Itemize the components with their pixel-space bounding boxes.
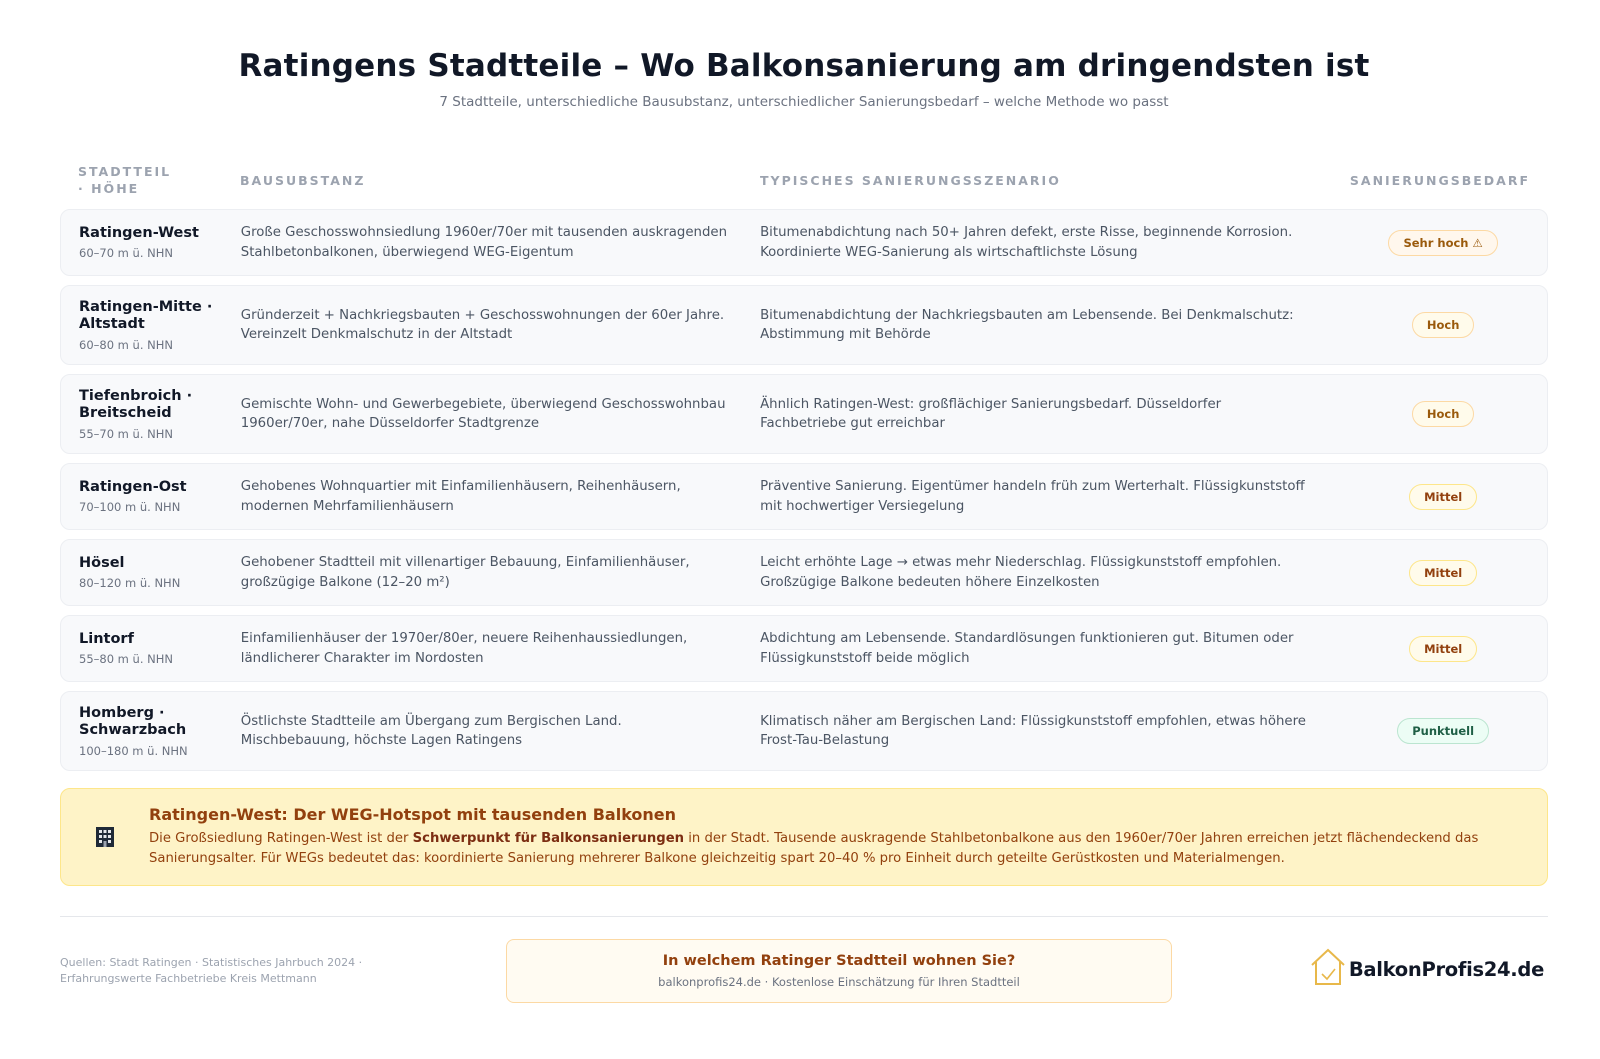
table-row [60,463,1548,530]
house-check-icon [1309,947,1347,991]
need-cell [1339,312,1547,338]
callout-text-end: in der Stadt. Tausende auskragende Stahlbetonbalkone aus den 1960er/70er Jahren erreichen jetzt flächendeckend das Sanierungsalter. Für WEGs bedeutet das: koordinierte Sanierung mehrerer Balkone gleichzeitig spart 20–40 % pro Einheit durch geteilte Gerüstkosten und Materialmengen. [149,831,1479,866]
substance-cell: Gehobener Stadtteil mit villenartiger Bebauung, Einfamilienhäuser, großzügige Balkone (12–20 m²) [240,555,690,590]
district-cell [61,299,241,352]
district-cell [61,705,241,758]
table-row [60,691,1548,771]
scenario-cell: Bitumenabdichtung der Nachkriegsbauten am Lebensende. Bei Denkmalschutz: Abstimmung mit Behörde [760,307,1294,342]
callout-text-start: Die Großsiedlung Ratingen-West ist der [149,831,413,846]
scenario-cell: Bitumenabdichtung nach 50+ Jahren defekt, erste Risse, beginnende Korrosion. Koordinierte WEG-Sanierung als wirtschaftlichste Lösung [760,225,1293,260]
district-name: Homberg · Schwarzbach [79,704,187,738]
scenario-cell: Präventive Sanierung. Eigentümer handeln früh zum Werterhalt. Flüssigkunststoff mit hochwertiger Versiegelung [760,479,1305,514]
cta-title[interactable]: In welchem Ratinger Stadtteil wohnen Sie? [662,953,1016,969]
substance-cell: Gemischte Wohn- und Gewerbegebiete, überwiegend Geschosswohnbau 1960er/70er, nahe Düsseldorfer Stadtgrenze [240,396,726,431]
substance-cell: Gehobenes Wohnquartier mit Einfamilienhäusern, Reihenhäusern, modernen Mehrfamilienhäusern [240,479,681,514]
district-name: Hösel [79,554,125,571]
need-badge: Mittel [1409,560,1477,586]
table-header [60,157,1548,203]
need-badge: Mittel [1409,636,1477,662]
sources-line: Erfahrungswerte Fachbetriebe Kreis Mettmann [60,972,317,985]
sources-note [60,955,390,988]
scenario-cell: Klimatisch näher am Bergischen Land: Flüssigkunststoff empfohlen, etwas höhere Frost-Tau-Belastung [760,713,1306,748]
footer [60,939,1548,1003]
need-badge: Sehr hoch ⚠ [1388,230,1497,256]
scenario-cell: Ähnlich Ratingen-West: großflächiger Sanierungsbedarf. Düsseldorfer Fachbetriebe gut erreichbar [760,396,1222,431]
building-icon [61,826,149,848]
callout-body [149,805,1547,869]
district-height: 60–80 m ü. NHN [79,337,173,352]
sources-line: Quellen: Stadt Ratingen · Statistisches Jahrbuch 2024 · [60,955,363,969]
district-height: 55–70 m ü. NHN [79,426,173,441]
district-cell [61,225,241,261]
district-name: Ratingen-West [79,224,199,241]
hotspot-callout [60,788,1548,886]
need-badge: Mittel [1409,484,1477,510]
cta-subtitle[interactable]: balkonprofis24.de · Kostenlose Einschätzung für Ihren Stadtteil [658,975,1020,989]
substance-cell: Östlichste Stadtteile am Übergang zum Bergischen Land. Mischbebauung, höchste Lagen Ratingens [240,713,622,748]
need-cell [1339,636,1547,662]
district-height: 55–80 m ü. NHN [79,652,173,667]
column-header-district: STADTTEIL · HÖHE [78,164,172,196]
district-cell [61,388,241,441]
district-height: 60–70 m ü. NHN [79,246,173,261]
need-cell [1339,718,1547,744]
need-cell [1339,401,1547,427]
table-row [60,209,1548,276]
scenario-cell: Abdichtung am Lebensende. Standardlösungen funktionieren gut. Bitumen oder Flüssigkunststoff beide möglich [760,631,1294,666]
column-header-scenario: TYPISCHES SANIERUNGSSZENARIO [760,172,1061,188]
page [60,0,1548,1003]
district-name: Tiefenbroich · Breitscheid [79,387,193,421]
table-row [60,285,1548,365]
substance-cell: Große Geschosswohnsiedlung 1960er/70er mit tausenden auskragenden Stahlbetonbalkonen, überwiegend WEG-Eigentum [240,225,727,260]
district-cell [61,631,241,667]
need-badge: Hoch [1412,312,1475,338]
need-cell [1339,230,1547,256]
table-row [60,615,1548,682]
need-badge: Hoch [1412,401,1475,427]
divider [60,916,1548,917]
table-row [60,539,1548,606]
brand-logo[interactable] [1309,947,1544,991]
page-title: Ratingens Stadtteile – Wo Balkonsanierung am dringendsten ist [238,48,1370,84]
page-subtitle: 7 Stadtteile, unterschiedliche Bausubstanz, unterschiedlicher Sanierungsbedarf – welche Methode wo passt [439,94,1169,110]
district-cell [61,555,241,591]
district-name: Lintorf [79,630,134,647]
district-cell [61,479,241,515]
callout-highlight: Schwerpunkt für Balkonsanierungen [412,831,685,846]
column-header-substance: BAUSUBSTANZ [240,172,366,188]
callout-text [149,829,1487,869]
callout-title: Ratingen-West: Der WEG-Hotspot mit tausenden Balkonen [149,805,677,824]
table-body [60,209,1548,771]
substance-cell: Einfamilienhäuser der 1970er/80er, neuere Reihenhaussiedlungen, ländlicherer Charakter im Nordosten [240,631,688,666]
district-name: Ratingen-Mitte · Altstadt [79,298,213,332]
cta-box[interactable] [506,939,1172,1003]
brand-name: BalkonProfis24.de [1348,957,1544,981]
column-header-need: SANIERUNGSBEDARF [1349,172,1530,188]
district-height: 70–100 m ü. NHN [79,500,181,515]
need-cell [1339,560,1547,586]
page-header [60,0,1548,110]
districts-table [60,157,1548,771]
district-height: 100–180 m ü. NHN [79,743,188,758]
district-name: Ratingen-Ost [79,478,187,495]
need-cell [1339,484,1547,510]
table-row [60,374,1548,454]
substance-cell: Gründerzeit + Nachkriegsbauten + Geschosswohnungen der 60er Jahre. Vereinzelt Denkmalschutz in der Altstadt [240,307,725,342]
district-height: 80–120 m ü. NHN [79,576,181,591]
need-badge: Punktuell [1397,718,1489,744]
scenario-cell: Leicht erhöhte Lage → etwas mehr Niederschlag. Flüssigkunststoff empfohlen. Großzügige Balkone bedeuten höhere Einzelkosten [760,555,1282,590]
